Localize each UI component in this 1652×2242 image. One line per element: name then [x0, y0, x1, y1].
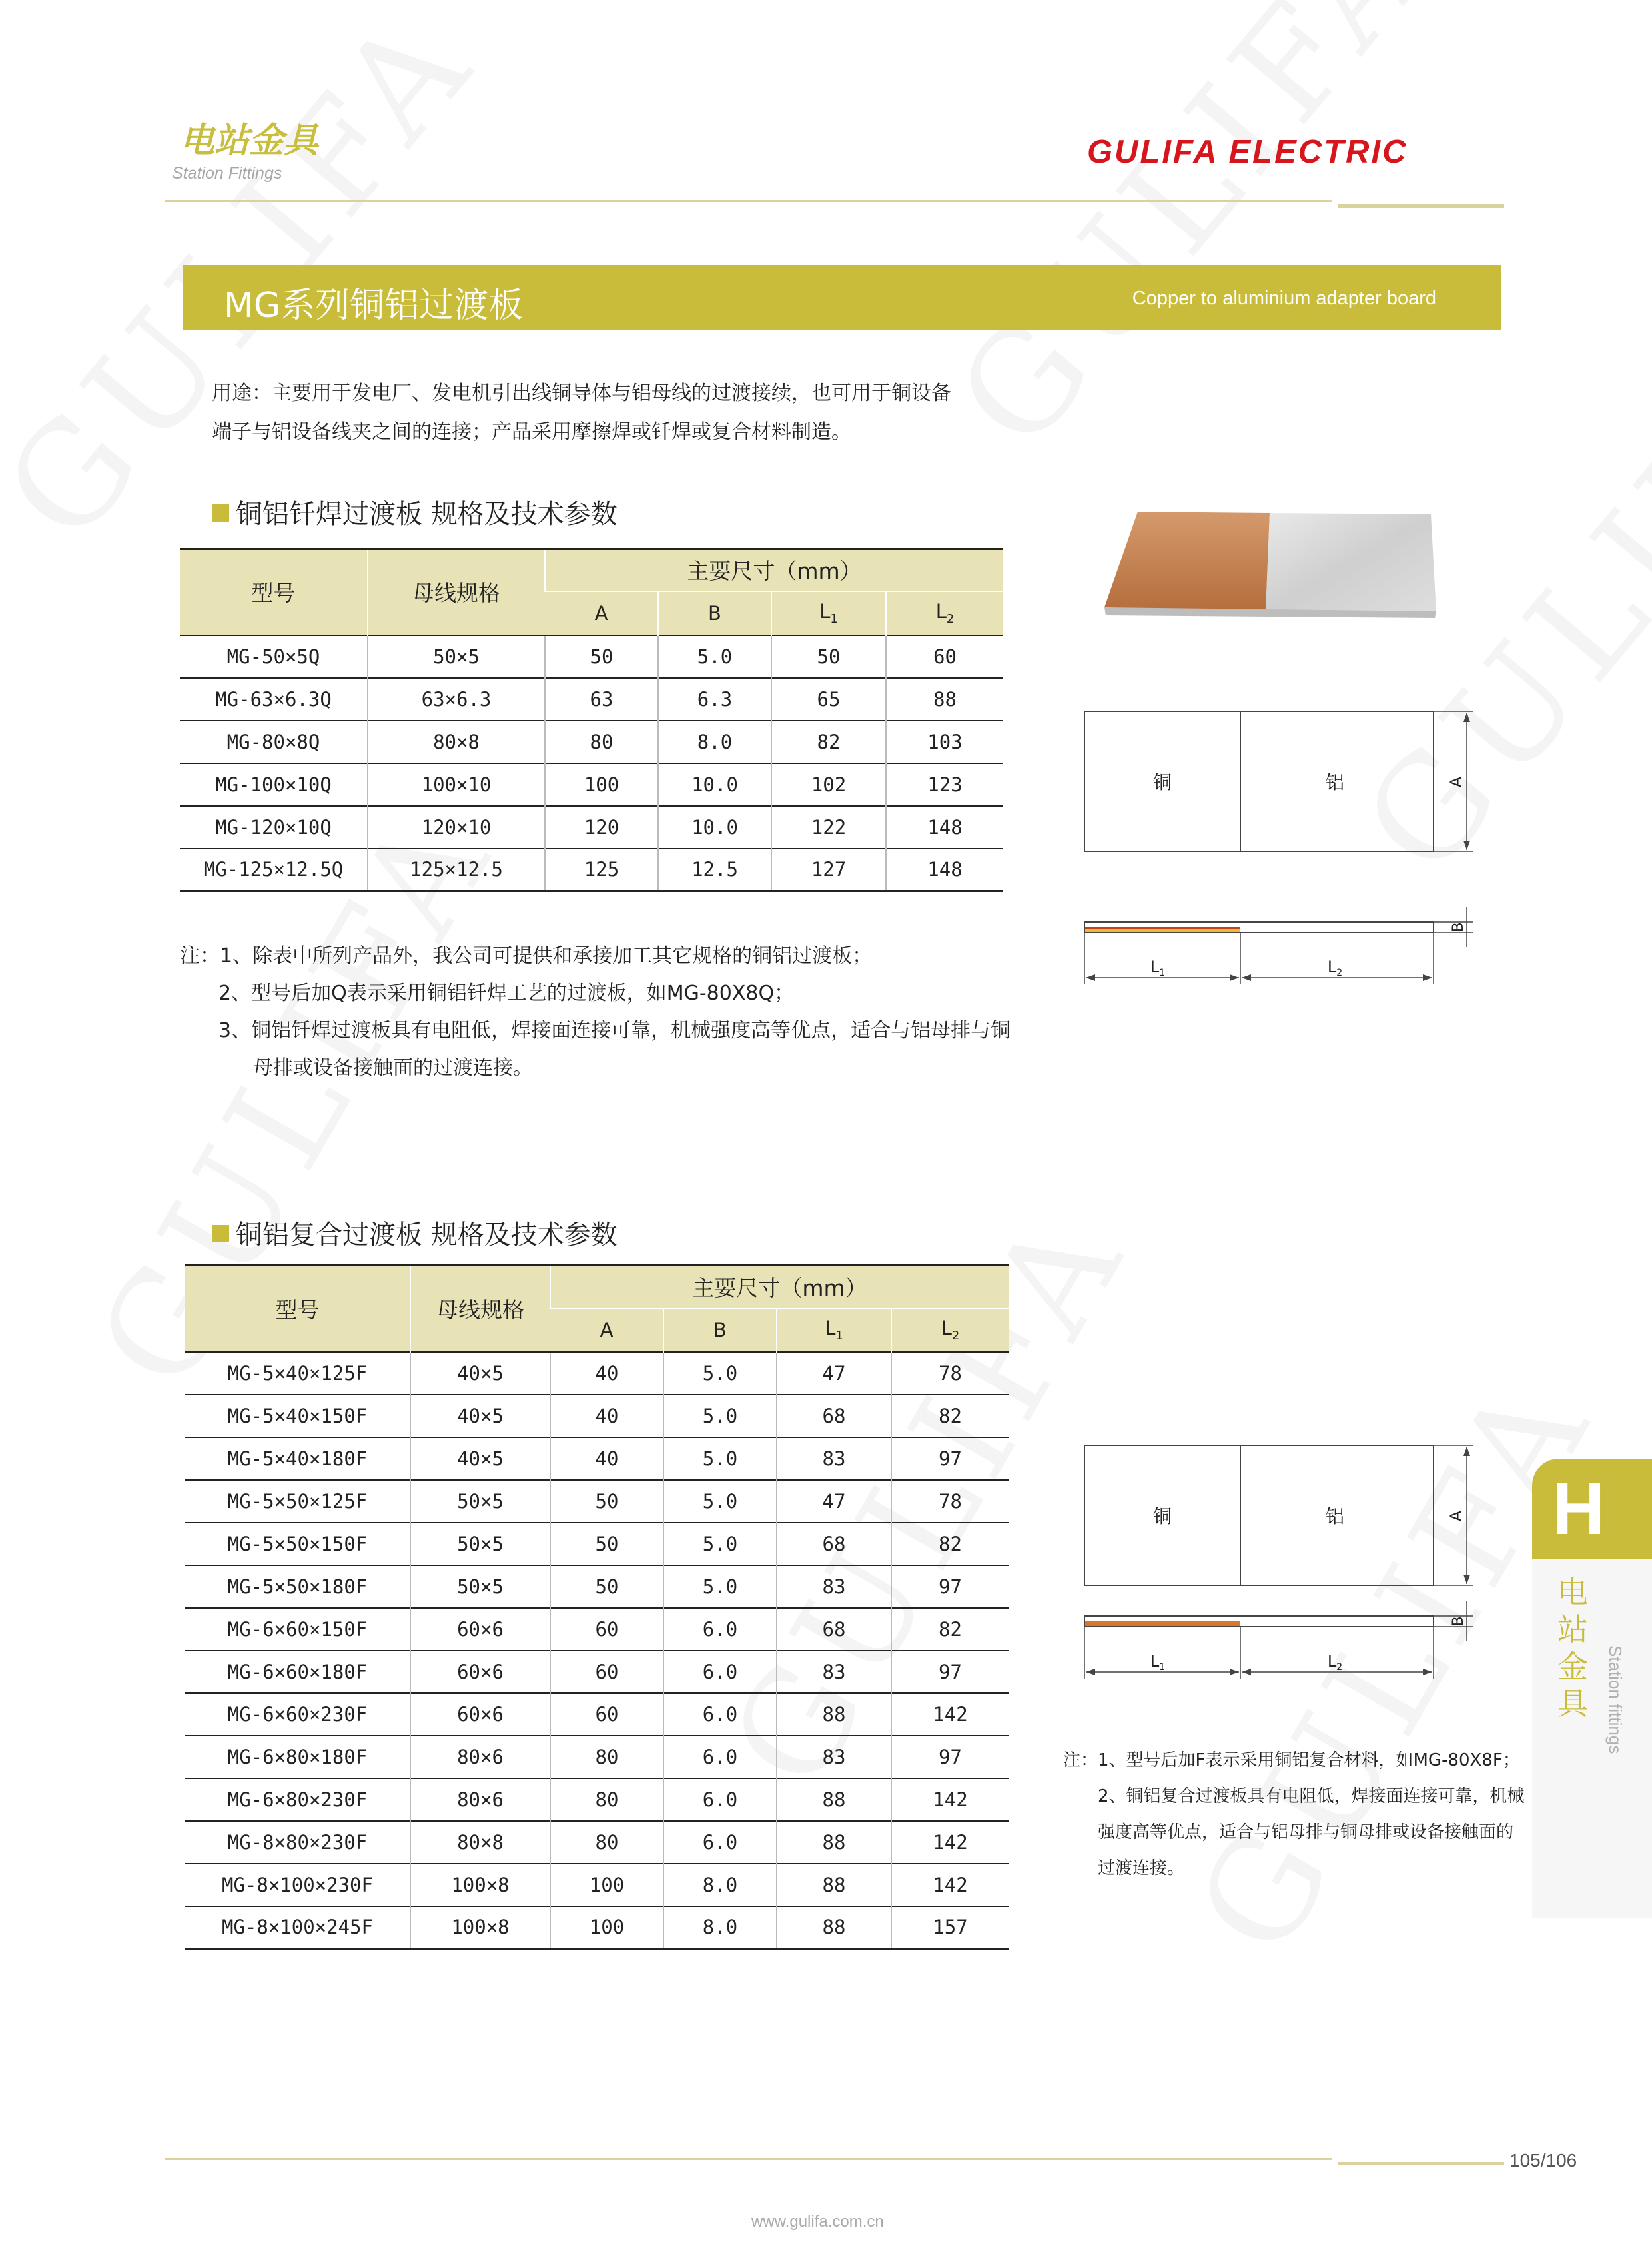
cell-b: 6.0: [663, 1651, 777, 1693]
cell-l1: 50: [771, 635, 886, 678]
notes-composite: [1063, 1742, 1529, 1886]
cell-b: 6.0: [663, 1693, 777, 1736]
col-header-l2-letter: L: [941, 1317, 952, 1340]
cell-l2: 60: [886, 635, 1003, 678]
cell-model: MG-5×50×150F: [185, 1523, 410, 1565]
col-header-busbar: 母线规格: [410, 1266, 550, 1352]
cell-a: 80: [550, 1736, 663, 1778]
section-title: [212, 493, 618, 531]
col-header-model: 型号: [180, 549, 368, 635]
cell-l1: 82: [771, 721, 886, 763]
cell-model: MG-100×10Q: [180, 763, 368, 806]
cell-l1: 102: [771, 763, 886, 806]
cell-l1: 127: [771, 849, 886, 891]
website-link[interactable]: www.gulifa.com.cn: [751, 2213, 884, 2231]
table-row: [185, 1480, 1009, 1523]
chapter-tab[interactable]: [1532, 1459, 1652, 1918]
cell-a: 125: [545, 849, 658, 891]
col-header-l1-sub: 1: [835, 1328, 843, 1343]
cell-l1: 88: [777, 1821, 891, 1864]
table-row: [185, 1693, 1009, 1736]
col-header-l1-sub: 1: [830, 611, 838, 626]
cell-model: MG-5×40×125F: [185, 1352, 410, 1395]
note-line: 3、铜铝钎焊过渡板具有电阻低，焊接面连接可靠，机械强度高等优点，适合与铝母排与铜: [218, 1019, 1011, 1042]
cell-b: 8.0: [663, 1906, 777, 1949]
cell-a: 50: [550, 1565, 663, 1608]
copper-strip-top: [1084, 927, 1240, 929]
cell-l2: 148: [886, 849, 1003, 891]
cell-a: 100: [550, 1906, 663, 1949]
cell-l1: 88: [777, 1778, 891, 1821]
table-row: [180, 635, 1003, 678]
category-subtitle: Station Fittings: [172, 164, 282, 183]
section-title: [212, 1214, 618, 1252]
table-row: [185, 1352, 1009, 1395]
note-line: 注：1、除表中所列产品外，我公司可提供和承接加工其它规格的铜铝过渡板；: [180, 944, 873, 968]
cell-model: MG-6×60×150F: [185, 1608, 410, 1651]
footer-divider: [165, 2158, 1332, 2160]
table-row: [180, 849, 1003, 891]
col-header-l2-sub: 2: [951, 1328, 960, 1343]
dim-label-b: B: [1450, 922, 1467, 933]
cell-b: 5.0: [663, 1352, 777, 1395]
aluminium-label: 铝: [1325, 771, 1345, 793]
cell-l1: 47: [777, 1352, 891, 1395]
aluminium-part: [1266, 513, 1436, 613]
dim-label-l2: $L_2$: [1327, 958, 1343, 978]
footer-divider-accent: [1338, 2162, 1504, 2165]
dim-label-a: A: [1447, 1510, 1465, 1522]
note-line: 强度高等优点，适合与铝母排与铜母排或设备接触面的: [1098, 1822, 1514, 1842]
cell-model: MG-63×6.3Q: [180, 678, 368, 721]
cell-busbar: 100×10: [368, 763, 545, 806]
cell-b: 6.0: [663, 1608, 777, 1651]
cell-l1: 68: [777, 1395, 891, 1437]
dim-label-l1: $L_1$: [1150, 958, 1166, 978]
table-row: [185, 1395, 1009, 1437]
cell-model: MG-6×80×180F: [185, 1736, 410, 1778]
cell-a: 50: [545, 635, 658, 678]
cell-a: 60: [550, 1693, 663, 1736]
cell-model: MG-6×60×230F: [185, 1693, 410, 1736]
col-header-l2-letter: L: [935, 600, 947, 623]
col-header-l2-sub: 2: [946, 611, 955, 626]
cell-busbar: 50×5: [410, 1480, 550, 1523]
cell-l1: 88: [777, 1906, 891, 1949]
cell-l2: 142: [891, 1778, 1009, 1821]
aluminium-label: 铝: [1325, 1505, 1345, 1527]
cell-b: 5.0: [663, 1480, 777, 1523]
cell-b: 6.0: [663, 1778, 777, 1821]
cell-l2: 148: [886, 806, 1003, 849]
cell-a: 40: [550, 1395, 663, 1437]
cell-busbar: 60×6: [410, 1651, 550, 1693]
table-row: [185, 1523, 1009, 1565]
cell-busbar: 50×5: [368, 635, 545, 678]
cell-l2: 97: [891, 1437, 1009, 1480]
cell-l1: 68: [777, 1523, 891, 1565]
copper-label: 铜: [1152, 771, 1172, 793]
dim-label-b: B: [1450, 1616, 1467, 1627]
cell-b: 5.0: [663, 1523, 777, 1565]
cell-a: 50: [550, 1480, 663, 1523]
cell-a: 40: [550, 1352, 663, 1395]
col-header-main-dims: 主要尺寸（mm）: [550, 1266, 1009, 1308]
cell-busbar: 60×6: [410, 1608, 550, 1651]
cell-a: 40: [550, 1437, 663, 1480]
cell-l2: 88: [886, 678, 1003, 721]
cell-b: 6.0: [663, 1736, 777, 1778]
header-divider-accent: [1338, 204, 1504, 208]
page-title-english: Copper to aluminium adapter board: [1132, 288, 1436, 309]
col-header-b: B: [658, 591, 771, 635]
col-header-l1: [777, 1308, 891, 1352]
cell-l1: 68: [777, 1608, 891, 1651]
note-line: 母排或设备接触面的过渡连接。: [253, 1056, 533, 1080]
cell-l1: 83: [777, 1651, 891, 1693]
cell-a: 80: [550, 1821, 663, 1864]
cell-busbar: 100×8: [410, 1864, 550, 1906]
cell-a: 100: [550, 1864, 663, 1906]
cell-busbar: 63×6.3: [368, 678, 545, 721]
cell-model: MG-8×80×230F: [185, 1821, 410, 1864]
cell-l1: 122: [771, 806, 886, 849]
brand-logo: GULIFA ELECTRIC: [1087, 134, 1408, 170]
table-row: [185, 1906, 1009, 1949]
cell-l2: 78: [891, 1352, 1009, 1395]
cell-l2: 142: [891, 1821, 1009, 1864]
col-header-model: 型号: [185, 1266, 410, 1352]
category-title: 电站金具: [180, 121, 319, 161]
dimension-diagram-composite: [1079, 1439, 1479, 1685]
cell-a: 80: [550, 1778, 663, 1821]
cell-l2: 103: [886, 721, 1003, 763]
section-title-text: 铜铝复合过渡板 规格及技术参数: [236, 1220, 618, 1250]
table-row: [185, 1565, 1009, 1608]
cell-model: MG-125×12.5Q: [180, 849, 368, 891]
dim-label-l1: $L_1$: [1150, 1652, 1166, 1673]
chapter-letter: H: [1552, 1468, 1605, 1550]
table-row: [185, 1821, 1009, 1864]
cell-b: 5.0: [663, 1565, 777, 1608]
cell-l2: 97: [891, 1565, 1009, 1608]
cell-l1: 83: [777, 1565, 891, 1608]
cell-l1: 65: [771, 678, 886, 721]
cell-b: 10.0: [658, 763, 771, 806]
cell-model: MG-5×50×180F: [185, 1565, 410, 1608]
cell-model: MG-8×100×245F: [185, 1906, 410, 1949]
cell-l2: 142: [891, 1693, 1009, 1736]
cell-l2: 97: [891, 1651, 1009, 1693]
cell-l1: 88: [777, 1864, 891, 1906]
note-line: 2、型号后加Q表示采用铜铝钎焊工艺的过渡板，如MG-80X8Q；: [218, 982, 795, 1005]
cell-model: MG-120×10Q: [180, 806, 368, 849]
cell-b: 12.5: [658, 849, 771, 891]
cell-busbar: 125×12.5: [368, 849, 545, 891]
cell-l1: 83: [777, 1437, 891, 1480]
table-row: [185, 1778, 1009, 1821]
col-header-l2: [886, 591, 1003, 635]
cell-busbar: 40×5: [410, 1395, 550, 1437]
cell-l2: 157: [891, 1906, 1009, 1949]
cell-b: 5.0: [663, 1437, 777, 1480]
note-line: 2、铜铝复合过渡板具有电阻低，焊接面连接可靠，机械: [1098, 1786, 1525, 1806]
cell-model: MG-5×50×125F: [185, 1480, 410, 1523]
cell-a: 80: [545, 721, 658, 763]
cell-model: MG-6×60×180F: [185, 1651, 410, 1693]
page-title: MG系列铜铝过渡板: [224, 286, 524, 326]
table-row: [185, 1864, 1009, 1906]
col-header-l1-letter: L: [825, 1317, 836, 1340]
cell-a: 100: [545, 763, 658, 806]
cell-a: 120: [545, 806, 658, 849]
cell-busbar: 80×8: [368, 721, 545, 763]
notes-brazed: [180, 938, 1046, 1087]
col-header-main-dims: 主要尺寸（mm）: [545, 549, 1003, 591]
table-row: [180, 721, 1003, 763]
table-row: [185, 1651, 1009, 1693]
bullet-square-icon: [212, 504, 229, 522]
cell-b: 10.0: [658, 806, 771, 849]
chapter-name: 电站金具: [1557, 1574, 1588, 1722]
intro-line: 端子与铝设备线夹之间的连接；产品采用摩擦焊或钎焊或复合材料制造。: [212, 420, 851, 444]
col-header-l1-letter: L: [819, 600, 831, 623]
cell-b: 8.0: [658, 721, 771, 763]
cell-busbar: 50×5: [410, 1523, 550, 1565]
copper-label: 铜: [1152, 1505, 1172, 1527]
intro-text: [212, 374, 1078, 452]
cell-b: 6.0: [663, 1821, 777, 1864]
cell-l2: 142: [891, 1864, 1009, 1906]
cell-busbar: 80×6: [410, 1778, 550, 1821]
cell-busbar: 50×5: [410, 1565, 550, 1608]
cell-busbar: 80×8: [410, 1821, 550, 1864]
cell-busbar: 40×5: [410, 1437, 550, 1480]
cell-model: MG-6×80×230F: [185, 1778, 410, 1821]
col-header-l2: [891, 1308, 1009, 1352]
cell-busbar: 120×10: [368, 806, 545, 849]
table-row: [180, 806, 1003, 849]
cell-l2: 82: [891, 1608, 1009, 1651]
col-header-a: A: [545, 591, 658, 635]
spec-table-composite: [185, 1264, 1009, 1950]
table-row: [185, 1437, 1009, 1480]
col-header-b: B: [663, 1308, 777, 1352]
col-header-l1: [771, 591, 886, 635]
cell-model: MG-5×40×180F: [185, 1437, 410, 1480]
cell-model: MG-5×40×150F: [185, 1395, 410, 1437]
dim-label-l2: $L_2$: [1327, 1652, 1343, 1673]
cell-model: MG-8×100×230F: [185, 1864, 410, 1906]
cell-b: 8.0: [663, 1864, 777, 1906]
title-bar: [183, 265, 1501, 330]
cell-l2: 82: [891, 1523, 1009, 1565]
cell-b: 5.0: [663, 1395, 777, 1437]
table-row: [180, 678, 1003, 721]
cell-l1: 47: [777, 1480, 891, 1523]
bullet-square-icon: [212, 1225, 229, 1242]
cell-model: MG-80×8Q: [180, 721, 368, 763]
cell-l2: 82: [891, 1395, 1009, 1437]
cell-l1: 88: [777, 1693, 891, 1736]
copper-strip: [1084, 1621, 1240, 1627]
cell-l2: 123: [886, 763, 1003, 806]
note-line: 注：1、型号后加F表示采用铜铝复合材料，如MG-80X8F；: [1063, 1750, 1520, 1770]
cell-a: 50: [550, 1523, 663, 1565]
chapter-name-english: Station fittings: [1605, 1645, 1625, 1754]
cell-busbar: 100×8: [410, 1906, 550, 1949]
section-title-text: 铜铝钎焊过渡板 规格及技术参数: [236, 499, 618, 530]
intro-line: 用途：主要用于发电厂、发电机引出线铜导体与铝母线的过渡接续，也可用于铜设备: [212, 382, 951, 405]
cell-a: 63: [545, 678, 658, 721]
cell-b: 6.3: [658, 678, 771, 721]
cell-b: 5.0: [658, 635, 771, 678]
cell-a: 60: [550, 1651, 663, 1693]
table-row: [185, 1736, 1009, 1778]
col-header-busbar: 母线规格: [368, 549, 545, 635]
cell-a: 60: [550, 1608, 663, 1651]
page-number: 105/106: [1509, 2150, 1577, 2171]
dimension-diagram-brazed: [1079, 705, 1479, 991]
cell-l2: 78: [891, 1480, 1009, 1523]
cell-l1: 83: [777, 1736, 891, 1778]
cell-busbar: 60×6: [410, 1693, 550, 1736]
header-divider: [165, 200, 1332, 202]
note-line: 过渡连接。: [1098, 1858, 1185, 1878]
spec-table-brazed: [180, 548, 1003, 892]
product-photo: [1092, 508, 1465, 621]
table-row: [185, 1608, 1009, 1651]
cell-busbar: 80×6: [410, 1736, 550, 1778]
copper-part: [1104, 512, 1270, 613]
col-header-a: A: [550, 1308, 663, 1352]
cell-busbar: 40×5: [410, 1352, 550, 1395]
dim-label-a: A: [1447, 776, 1465, 788]
cell-l2: 97: [891, 1736, 1009, 1778]
table-row: [180, 763, 1003, 806]
cell-model: MG-50×5Q: [180, 635, 368, 678]
